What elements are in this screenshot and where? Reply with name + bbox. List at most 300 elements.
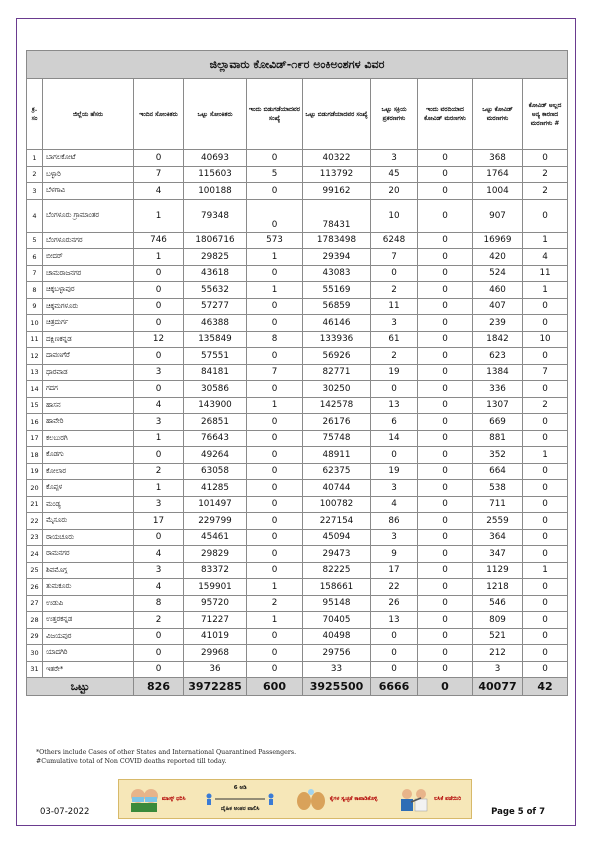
table-row: [27, 315, 568, 332]
cell-total-deaths: 809: [473, 612, 523, 629]
table-row: [27, 183, 568, 200]
cell-today-deaths: 0: [418, 496, 473, 513]
cell-total-positive: 55632: [184, 282, 247, 299]
cell-today-deaths: 0: [418, 463, 473, 480]
cell-today-discharged: 0: [247, 183, 303, 200]
total-discharged: 3925500: [303, 678, 371, 696]
cell-today-positive: 3: [134, 562, 184, 579]
cell-today-deaths: 0: [418, 397, 473, 414]
cell-district: ಕೊಪ್ಪಳ: [43, 480, 134, 497]
cell-sl: 9: [27, 298, 43, 315]
cell-total-discharged: 78431: [303, 199, 371, 232]
cell-non-covid-deaths: 7: [523, 364, 568, 381]
cell-total-positive: 29968: [184, 645, 247, 662]
cell-today-positive: 2: [134, 463, 184, 480]
cell-total-deaths: 524: [473, 265, 523, 282]
cell-today-deaths: 0: [418, 546, 473, 563]
table-row: [27, 513, 568, 530]
cell-district: ಹಾವೇರಿ: [43, 414, 134, 431]
cell-district: ಬಳ್ಳಾರಿ: [43, 166, 134, 183]
cell-non-covid-deaths: 0: [523, 529, 568, 546]
cell-active: 7: [371, 249, 418, 266]
cell-today-deaths: 0: [418, 430, 473, 447]
cell-today-positive: 17: [134, 513, 184, 530]
table-row: [27, 282, 568, 299]
cell-total-discharged: 82225: [303, 562, 371, 579]
cell-today-positive: 3: [134, 496, 184, 513]
cell-active: 45: [371, 166, 418, 183]
cell-non-covid-deaths: 1: [523, 447, 568, 464]
table-row: [27, 348, 568, 365]
cell-sl: 26: [27, 579, 43, 596]
header-non-covid-deaths: ಕೋವಿಡ್ ಅಲ್ಲದ ಅನ್ಯ ಕಾರಣದ ಮರಣಗಳು #: [523, 79, 568, 150]
cell-active: 11: [371, 298, 418, 315]
cell-active: 0: [371, 447, 418, 464]
cell-total-discharged: 158661: [303, 579, 371, 596]
cell-today-discharged: 0: [247, 645, 303, 662]
cell-total-positive: 43618: [184, 265, 247, 282]
table-row: [27, 447, 568, 464]
distance-value: 6 ಅಡಿ: [233, 785, 247, 791]
cell-sl: 14: [27, 381, 43, 398]
mask-icon: [129, 786, 159, 812]
cell-today-discharged: 0: [247, 628, 303, 645]
cell-non-covid-deaths: 0: [523, 430, 568, 447]
cell-sl: 8: [27, 282, 43, 299]
cell-today-deaths: 0: [418, 315, 473, 332]
district-stats-table: [26, 50, 568, 696]
cell-total-positive: 1806716: [184, 232, 247, 249]
cell-total-discharged: 133936: [303, 331, 371, 348]
cell-active: 14: [371, 430, 418, 447]
cell-active: 0: [371, 265, 418, 282]
social-distance-icon: [205, 793, 275, 805]
cell-active: 19: [371, 463, 418, 480]
cell-total-deaths: 364: [473, 529, 523, 546]
cell-district: ಬಾಗಲಕೋಟೆ: [43, 150, 134, 167]
cell-total-deaths: 1004: [473, 183, 523, 200]
cell-total-discharged: 26176: [303, 414, 371, 431]
cell-total-positive: 84181: [184, 364, 247, 381]
cell-today-deaths: 0: [418, 595, 473, 612]
cell-total-positive: 41019: [184, 628, 247, 645]
cell-sl: 16: [27, 414, 43, 431]
cell-total-discharged: 55169: [303, 282, 371, 299]
cell-today-discharged: 0: [247, 430, 303, 447]
cell-today-positive: 0: [134, 645, 184, 662]
cell-today-deaths: 0: [418, 282, 473, 299]
cell-total-positive: 45461: [184, 529, 247, 546]
cell-district: ಚಿಕ್ಕಮಗಳೂರು: [43, 298, 134, 315]
distance-segment: [205, 785, 275, 813]
cell-today-deaths: 0: [418, 628, 473, 645]
cell-today-discharged: 0: [247, 298, 303, 315]
cell-total-deaths: 711: [473, 496, 523, 513]
cell-district: ಬೀದರ್: [43, 249, 134, 266]
cell-total-deaths: 1129: [473, 562, 523, 579]
header-today-deaths: ಇಂದು ವರದಿಯಾದ ಕೋವಿಡ್ ಮರಣಗಳು: [418, 79, 473, 150]
cell-total-deaths: 538: [473, 480, 523, 497]
cell-today-deaths: 0: [418, 447, 473, 464]
cell-today-deaths: 0: [418, 513, 473, 530]
footnotes: [36, 748, 296, 766]
cell-district: ಬೆಂಗಳೂರುನಗರ: [43, 232, 134, 249]
cell-district: ಮಂಡ್ಯ: [43, 496, 134, 513]
cell-sl: 23: [27, 529, 43, 546]
cell-district: ದಕ್ಷಿಣಕನ್ನಡ: [43, 331, 134, 348]
cell-sl: 21: [27, 496, 43, 513]
cell-today-discharged: 1: [247, 579, 303, 596]
cell-total-discharged: 45094: [303, 529, 371, 546]
cell-sl: 6: [27, 249, 43, 266]
cell-district: ತುಮಕೂರು: [43, 579, 134, 596]
cell-active: 19: [371, 364, 418, 381]
cell-total-positive: 135849: [184, 331, 247, 348]
cell-total-discharged: 1783498: [303, 232, 371, 249]
cell-district: ಯಾದಗಿರಿ: [43, 645, 134, 662]
cell-today-positive: 12: [134, 331, 184, 348]
header-row: [27, 79, 568, 150]
table-row: [27, 562, 568, 579]
cell-active: 6248: [371, 232, 418, 249]
total-today-deaths: 0: [418, 678, 473, 696]
footnote-non-covid: #Cumulative total of Non COVID deaths reported till today.: [36, 758, 227, 765]
cell-district: ಮೈಸೂರು: [43, 513, 134, 530]
cell-today-deaths: 0: [418, 529, 473, 546]
cell-non-covid-deaths: 0: [523, 513, 568, 530]
cell-today-discharged: 0: [247, 496, 303, 513]
cell-today-deaths: 0: [418, 661, 473, 678]
cell-total-discharged: 40498: [303, 628, 371, 645]
cell-today-discharged: 0: [247, 150, 303, 167]
table-row: [27, 529, 568, 546]
table-row: [27, 397, 568, 414]
total-deaths: 40077: [473, 678, 523, 696]
cell-non-covid-deaths: 0: [523, 496, 568, 513]
cell-total-deaths: 1218: [473, 579, 523, 596]
cell-sl: 30: [27, 645, 43, 662]
cell-total-deaths: 3: [473, 661, 523, 678]
cell-active: 0: [371, 381, 418, 398]
cell-active: 4: [371, 496, 418, 513]
cell-sl: 10: [27, 315, 43, 332]
cell-today-discharged: 0: [247, 513, 303, 530]
cell-today-positive: 0: [134, 348, 184, 365]
cell-active: 17: [371, 562, 418, 579]
cell-sl: 18: [27, 447, 43, 464]
cell-total-positive: 30586: [184, 381, 247, 398]
cell-today-positive: 1: [134, 249, 184, 266]
cell-non-covid-deaths: 2: [523, 183, 568, 200]
cell-non-covid-deaths: 10: [523, 331, 568, 348]
cell-today-discharged: 0: [247, 199, 303, 232]
table-row: [27, 199, 568, 232]
cell-today-discharged: 0: [247, 265, 303, 282]
table-row: [27, 331, 568, 348]
cell-total-positive: 29825: [184, 249, 247, 266]
cell-district: ಕೋಲಾರ: [43, 463, 134, 480]
mask-segment: [129, 786, 186, 812]
cell-total-discharged: 40744: [303, 480, 371, 497]
cell-district: ವಿಜಯಪುರ: [43, 628, 134, 645]
cell-total-positive: 49264: [184, 447, 247, 464]
cell-sl: 15: [27, 397, 43, 414]
cell-today-discharged: 0: [247, 414, 303, 431]
cell-district: ಹಾಸನ: [43, 397, 134, 414]
cell-sl: 28: [27, 612, 43, 629]
cell-non-covid-deaths: 1: [523, 562, 568, 579]
cell-sl: 5: [27, 232, 43, 249]
cell-non-covid-deaths: 2: [523, 397, 568, 414]
cell-active: 13: [371, 612, 418, 629]
cell-today-positive: 4: [134, 183, 184, 200]
cell-total-deaths: 1842: [473, 331, 523, 348]
cell-non-covid-deaths: 0: [523, 612, 568, 629]
cell-total-discharged: 30250: [303, 381, 371, 398]
cell-non-covid-deaths: 0: [523, 661, 568, 678]
cell-total-positive: 57551: [184, 348, 247, 365]
cell-today-deaths: 0: [418, 249, 473, 266]
cell-today-deaths: 0: [418, 645, 473, 662]
cell-district: ಬೆಂಗಳೂರು ಗ್ರಾಮಾಂತರ: [43, 199, 134, 232]
cell-non-covid-deaths: 0: [523, 298, 568, 315]
table-row: [27, 364, 568, 381]
cell-total-discharged: 70405: [303, 612, 371, 629]
cell-non-covid-deaths: 1: [523, 282, 568, 299]
cell-today-discharged: 0: [247, 562, 303, 579]
cell-sl: 11: [27, 331, 43, 348]
cell-non-covid-deaths: 0: [523, 150, 568, 167]
awareness-banner: [118, 779, 472, 819]
vaccine-icon: [397, 786, 431, 812]
cell-district: ಚಾಮರಾಜನಗರ: [43, 265, 134, 282]
cell-active: 3: [371, 529, 418, 546]
cell-today-discharged: 5: [247, 166, 303, 183]
cell-total-deaths: 352: [473, 447, 523, 464]
cell-total-deaths: 420: [473, 249, 523, 266]
cell-today-discharged: 0: [247, 661, 303, 678]
totals-row: [27, 678, 568, 696]
cell-today-discharged: 8: [247, 331, 303, 348]
cell-total-deaths: 16969: [473, 232, 523, 249]
cell-district: ಬೆಳಗಾವಿ: [43, 183, 134, 200]
header-total-positive: ಒಟ್ಟು ಸೋಂಕಿತರು: [184, 79, 247, 150]
cell-today-positive: 3: [134, 364, 184, 381]
cell-sl: 13: [27, 364, 43, 381]
cell-active: 0: [371, 645, 418, 662]
cell-district: ಕೊಡಗು: [43, 447, 134, 464]
page-number: Page 5 of 7: [491, 807, 545, 817]
cell-active: 3: [371, 315, 418, 332]
handwash-label: ಕೈಗಳ ಸ್ವಚ್ಛತೆ ಕಾಪಾಡಿಕೊಳ್ಳಿ: [329, 795, 378, 802]
cell-sl: 7: [27, 265, 43, 282]
cell-today-positive: 0: [134, 265, 184, 282]
cell-today-deaths: 0: [418, 480, 473, 497]
cell-today-discharged: 2: [247, 595, 303, 612]
cell-district: ಕಲಬುರಗಿ: [43, 430, 134, 447]
table-row: [27, 166, 568, 183]
cell-active: 61: [371, 331, 418, 348]
cell-today-positive: 1: [134, 430, 184, 447]
cell-total-positive: 40693: [184, 150, 247, 167]
cell-total-positive: 76643: [184, 430, 247, 447]
cell-non-covid-deaths: 0: [523, 645, 568, 662]
cell-today-positive: 7: [134, 166, 184, 183]
cell-non-covid-deaths: 2: [523, 166, 568, 183]
table-row: [27, 381, 568, 398]
cell-total-discharged: 99162: [303, 183, 371, 200]
table-row: [27, 612, 568, 629]
cell-total-discharged: 62375: [303, 463, 371, 480]
cell-non-covid-deaths: 0: [523, 348, 568, 365]
cell-total-discharged: 113792: [303, 166, 371, 183]
cell-today-deaths: 0: [418, 183, 473, 200]
cell-non-covid-deaths: 4: [523, 249, 568, 266]
cell-total-deaths: 1764: [473, 166, 523, 183]
total-positive: 3972285: [184, 678, 247, 696]
cell-total-deaths: 2559: [473, 513, 523, 530]
cell-sl: 17: [27, 430, 43, 447]
cell-non-covid-deaths: 0: [523, 595, 568, 612]
table-row: [27, 546, 568, 563]
cell-today-positive: 8: [134, 595, 184, 612]
cell-active: 3: [371, 150, 418, 167]
cell-total-deaths: 669: [473, 414, 523, 431]
cell-sl: 25: [27, 562, 43, 579]
cell-total-positive: 57277: [184, 298, 247, 315]
cell-non-covid-deaths: 0: [523, 628, 568, 645]
cell-today-positive: 0: [134, 298, 184, 315]
cell-today-discharged: 573: [247, 232, 303, 249]
cell-today-discharged: 1: [247, 249, 303, 266]
cell-today-deaths: 0: [418, 265, 473, 282]
cell-total-discharged: 56859: [303, 298, 371, 315]
cell-total-positive: 46388: [184, 315, 247, 332]
cell-total-discharged: 43083: [303, 265, 371, 282]
cell-total-deaths: 1384: [473, 364, 523, 381]
table-row: [27, 480, 568, 497]
cell-total-positive: 83372: [184, 562, 247, 579]
cell-today-positive: 0: [134, 661, 184, 678]
vaccine-segment: [397, 786, 461, 812]
total-today-positive: 826: [134, 678, 184, 696]
cell-total-discharged: 40322: [303, 150, 371, 167]
table-row: [27, 298, 568, 315]
cell-non-covid-deaths: 0: [523, 463, 568, 480]
cell-today-discharged: 0: [247, 529, 303, 546]
cell-total-positive: 143900: [184, 397, 247, 414]
cell-total-discharged: 46146: [303, 315, 371, 332]
cell-active: 10: [371, 199, 418, 232]
table-body: [27, 150, 568, 678]
cell-today-positive: 0: [134, 447, 184, 464]
cell-total-discharged: 56926: [303, 348, 371, 365]
table-row: [27, 661, 568, 678]
header-district: ಜಿಲ್ಲೆಯ ಹೆಸರು: [43, 79, 134, 150]
cell-today-deaths: 0: [418, 199, 473, 232]
cell-active: 2: [371, 348, 418, 365]
cell-total-deaths: 1307: [473, 397, 523, 414]
cell-total-deaths: 336: [473, 381, 523, 398]
cell-today-discharged: 0: [247, 348, 303, 365]
cell-today-positive: 1: [134, 480, 184, 497]
total-active: 6666: [371, 678, 418, 696]
cell-total-deaths: 521: [473, 628, 523, 645]
cell-today-positive: 0: [134, 628, 184, 645]
cell-district: ರಾಮನಗರ: [43, 546, 134, 563]
cell-active: 6: [371, 414, 418, 431]
cell-total-deaths: 907: [473, 199, 523, 232]
total-today-discharged: 600: [247, 678, 303, 696]
cell-today-positive: 0: [134, 282, 184, 299]
cell-total-positive: 159901: [184, 579, 247, 596]
cell-sl: 19: [27, 463, 43, 480]
cell-total-positive: 71227: [184, 612, 247, 629]
cell-district: ದಾವಣಗೆರೆ: [43, 348, 134, 365]
cell-non-covid-deaths: 0: [523, 579, 568, 596]
cell-total-positive: 115603: [184, 166, 247, 183]
table-row: [27, 249, 568, 266]
header-total-discharged: ಒಟ್ಟು ಬಿಡುಗಡೆಯಾದವರ ಸಂಖ್ಯೆ: [303, 79, 371, 150]
cell-total-positive: 95720: [184, 595, 247, 612]
cell-district: ಚಿಕ್ಕಬಳ್ಳಾಪುರ: [43, 282, 134, 299]
cell-total-positive: 41285: [184, 480, 247, 497]
cell-district: ರಾಯಚೂರು: [43, 529, 134, 546]
cell-non-covid-deaths: 0: [523, 414, 568, 431]
cell-total-deaths: 407: [473, 298, 523, 315]
cell-today-deaths: 0: [418, 381, 473, 398]
cell-total-deaths: 239: [473, 315, 523, 332]
cell-sl: 2: [27, 166, 43, 183]
cell-total-discharged: 75748: [303, 430, 371, 447]
cell-non-covid-deaths: 0: [523, 480, 568, 497]
cell-total-positive: 101497: [184, 496, 247, 513]
table-row: [27, 430, 568, 447]
table-row: [27, 595, 568, 612]
header-today-discharged: ಇಂದು ಬಿಡುಗಡೆಯಾದವರ ಸಂಖ್ಯೆ: [247, 79, 303, 150]
cell-today-deaths: 0: [418, 331, 473, 348]
handwash-segment: [295, 786, 378, 812]
cell-today-discharged: 7: [247, 364, 303, 381]
cell-non-covid-deaths: 0: [523, 381, 568, 398]
cell-total-discharged: 29756: [303, 645, 371, 662]
cell-today-positive: 4: [134, 579, 184, 596]
cell-total-deaths: 881: [473, 430, 523, 447]
distance-label: ದೈಹಿಕ ಅಂತರ ಪಾಲಿಸಿ: [220, 806, 260, 812]
cell-today-positive: 0: [134, 381, 184, 398]
hand-sanitizer-icon: [295, 786, 327, 812]
cell-today-deaths: 0: [418, 414, 473, 431]
table-row: [27, 150, 568, 167]
cell-today-deaths: 0: [418, 348, 473, 365]
cell-today-discharged: 0: [247, 447, 303, 464]
cell-today-positive: 746: [134, 232, 184, 249]
cell-today-discharged: 0: [247, 546, 303, 563]
cell-total-discharged: 33: [303, 661, 371, 678]
table-row: [27, 232, 568, 249]
cell-total-discharged: 227154: [303, 513, 371, 530]
cell-today-discharged: 1: [247, 397, 303, 414]
cell-active: 9: [371, 546, 418, 563]
cell-active: 3: [371, 480, 418, 497]
cell-sl: 4: [27, 199, 43, 232]
table-title: ಜಿಲ್ಲಾವಾರು ಕೋವಿಡ್-೧೯ರ ಅಂಕಿಅಂಶಗಳ ವಿವರ: [27, 51, 568, 79]
cell-today-positive: 0: [134, 529, 184, 546]
table-row: [27, 414, 568, 431]
cell-today-discharged: 0: [247, 480, 303, 497]
cell-non-covid-deaths: 0: [523, 315, 568, 332]
cell-total-deaths: 347: [473, 546, 523, 563]
